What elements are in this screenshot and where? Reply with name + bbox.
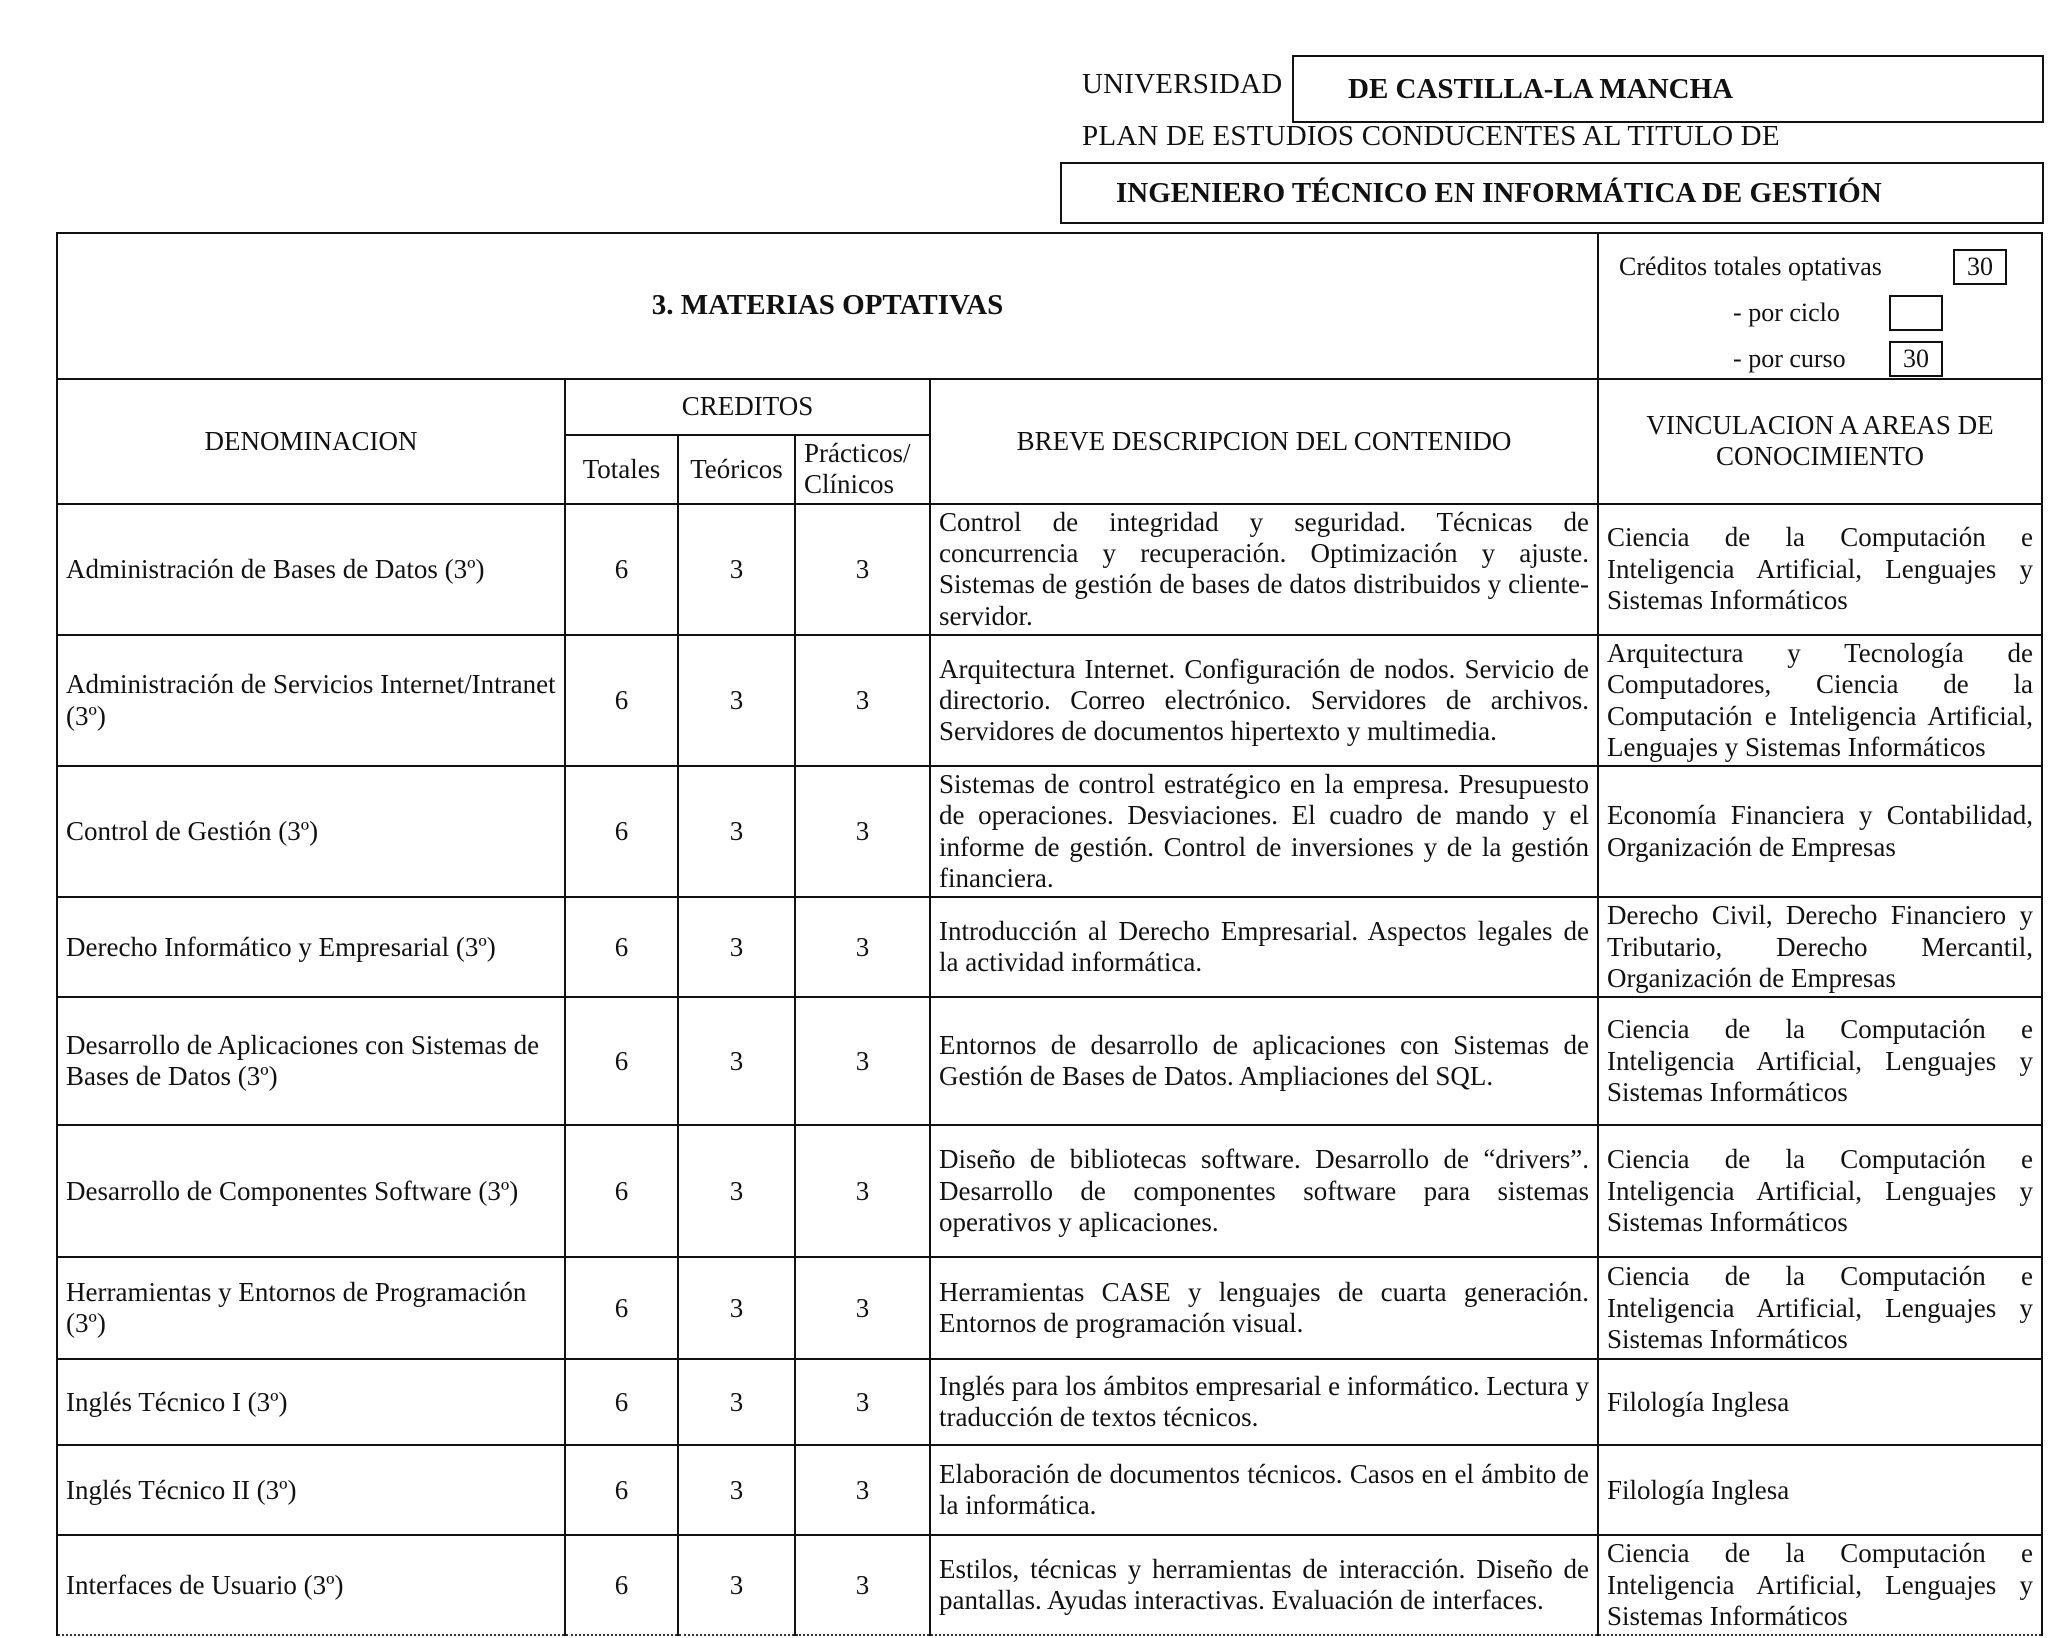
knowledge-areas: Arquitectura y Tecnología de Computadores, Ciencia de la Computación e Inteligencia Artificial, Lenguajes y Sistemas Informáticos: [1598, 635, 2042, 766]
table-row: [57, 1257, 2042, 1359]
credits-teoricos: 3: [678, 635, 795, 766]
col-descripcion: BREVE DESCRIPCION DEL CONTENIDO: [930, 379, 1598, 504]
credits-totales: 6: [565, 1535, 678, 1635]
knowledge-areas: Filología Inglesa: [1598, 1445, 2042, 1535]
knowledge-areas: Ciencia de la Computación e Inteligencia Artificial, Lenguajes y Sistemas Informáticos: [1598, 1125, 2042, 1257]
credits-teoricos: 3: [678, 504, 795, 635]
per-cycle-value: [1889, 295, 1943, 331]
subject-name: Desarrollo de Componentes Software (3º): [57, 1125, 565, 1257]
subject-description: Estilos, técnicas y herramientas de interacción. Diseño de pantallas. Ayudas interactivas. Evaluación de interfaces.: [930, 1535, 1598, 1635]
credits-totales: 6: [565, 1125, 678, 1257]
table-row: [57, 897, 2042, 997]
knowledge-areas: Ciencia de la Computación e Inteligencia Artificial, Lenguajes y Sistemas Informáticos: [1598, 1535, 2042, 1635]
per-course-label: - por curso: [1733, 344, 1846, 373]
credits-practicos: 3: [795, 897, 930, 997]
credits-practicos: 3: [795, 1257, 930, 1359]
knowledge-areas: Ciencia de la Computación e Inteligencia Artificial, Lenguajes y Sistemas Informáticos: [1598, 1257, 2042, 1359]
credits-totales: 6: [565, 1445, 678, 1535]
col-practicos: Prácticos/ Clínicos: [795, 435, 930, 504]
subject-description: Inglés para los ámbitos empresarial e informático. Lectura y traducción de textos técnicos.: [930, 1359, 1598, 1445]
credits-totales: 6: [565, 897, 678, 997]
table-row: [57, 766, 2042, 897]
optional-subjects-table: [56, 232, 2043, 1636]
credits-practicos: 3: [795, 1359, 930, 1445]
knowledge-areas: Derecho Civil, Derecho Financiero y Tributario, Derecho Mercantil, Organización de Empresas: [1598, 897, 2042, 997]
credits-totales: 6: [565, 766, 678, 897]
subject-name: Inglés Técnico II (3º): [57, 1445, 565, 1535]
subject-description: Control de integridad y seguridad. Técnicas de concurrencia y recuperación. Optimización y ajuste. Sistemas de gestión de bases de datos distribuidos y cliente-servidor.: [930, 504, 1598, 635]
col-totales: Totales: [565, 435, 678, 504]
knowledge-areas: Ciencia de la Computación e Inteligencia Artificial, Lenguajes y Sistemas Informáticos: [1598, 504, 2042, 635]
table-row: [57, 997, 2042, 1125]
credits-practicos: 3: [795, 1445, 930, 1535]
credits-teoricos: 3: [678, 897, 795, 997]
table-row: [57, 635, 2042, 766]
subject-description: Herramientas CASE y lenguajes de cuarta generación. Entornos de programación visual.: [930, 1257, 1598, 1359]
credits-practicos: 3: [795, 766, 930, 897]
subject-description: Entornos de desarrollo de aplicaciones con Sistemas de Gestión de Bases de Datos. Ampliaciones del SQL.: [930, 997, 1598, 1125]
credits-teoricos: 3: [678, 1535, 795, 1635]
subject-name: Derecho Informático y Empresarial (3º): [57, 897, 565, 997]
university-name-box: [1292, 55, 2044, 123]
degree-title: INGENIERO TÉCNICO EN INFORMÁTICA DE GESTIÓN: [1116, 176, 1882, 209]
subject-description: Elaboración de documentos técnicos. Casos en el ámbito de la informática.: [930, 1445, 1598, 1535]
subject-name: Administración de Bases de Datos (3º): [57, 504, 565, 635]
credits-practicos: 3: [795, 997, 930, 1125]
credits-total-label: Créditos totales optativas: [1619, 252, 1882, 281]
col-vinculacion: VINCULACION A AREAS DE CONOCIMIENTO: [1598, 379, 2042, 504]
subject-name: Herramientas y Entornos de Programación (3º): [57, 1257, 565, 1359]
credits-teoricos: 3: [678, 1125, 795, 1257]
subject-description: Introducción al Derecho Empresarial. Aspectos legales de la actividad informática.: [930, 897, 1598, 997]
knowledge-areas: Economía Financiera y Contabilidad, Organización de Empresas: [1598, 766, 2042, 897]
col-creditos: CREDITOS: [565, 379, 930, 435]
credits-total-value: 30: [1953, 249, 2007, 285]
credits-practicos: 3: [795, 1535, 930, 1635]
subject-description: Arquitectura Internet. Configuración de nodos. Servicio de directorio. Correo electrónico. Servidores de archivos. Servidores de documentos hipertexto y multimedia.: [930, 635, 1598, 766]
credits-totales: 6: [565, 997, 678, 1125]
credits-practicos: 3: [795, 504, 930, 635]
knowledge-areas: Ciencia de la Computación e Inteligencia Artificial, Lenguajes y Sistemas Informáticos: [1598, 997, 2042, 1125]
credits-totales: 6: [565, 504, 678, 635]
plan-label: PLAN DE ESTUDIOS CONDUCENTES AL TITULO DE: [1082, 120, 1780, 152]
col-denominacion: DENOMINACION: [57, 379, 565, 504]
table-row: [57, 1535, 2042, 1635]
credits-teoricos: 3: [678, 766, 795, 897]
table-row: [57, 1125, 2042, 1257]
table-row: [57, 1359, 2042, 1445]
table-row: [57, 1445, 2042, 1535]
subject-name: Desarrollo de Aplicaciones con Sistemas de Bases de Datos (3º): [57, 997, 565, 1125]
subject-name: Inglés Técnico I (3º): [57, 1359, 565, 1445]
degree-title-box: [1060, 162, 2044, 224]
university-name: DE CASTILLA-LA MANCHA: [1348, 72, 1734, 105]
credits-teoricos: 3: [678, 1359, 795, 1445]
credits-totales: 6: [565, 635, 678, 766]
section-title: 3. MATERIAS OPTATIVAS: [57, 233, 1598, 379]
university-label: UNIVERSIDAD: [1082, 68, 1283, 100]
subject-name: Administración de Servicios Internet/Intranet (3º): [57, 635, 565, 766]
table-row: [57, 504, 2042, 635]
credits-teoricos: 3: [678, 1257, 795, 1359]
per-course-value: 30: [1889, 341, 1943, 377]
subject-name: Control de Gestión (3º): [57, 766, 565, 897]
subjects-body: [57, 504, 2042, 1636]
per-cycle-label: - por ciclo: [1733, 298, 1840, 327]
credits-totales: 6: [565, 1257, 678, 1359]
credits-teoricos: 3: [678, 997, 795, 1125]
credits-practicos: 3: [795, 635, 930, 766]
subject-name: Interfaces de Usuario (3º): [57, 1535, 565, 1635]
credits-summary: [1598, 233, 2042, 379]
col-teoricos: Teóricos: [678, 435, 795, 504]
credits-totales: 6: [565, 1359, 678, 1445]
credits-practicos: 3: [795, 1125, 930, 1257]
subject-description: Sistemas de control estratégico en la empresa. Presupuesto de operaciones. Desviaciones. El cuadro de mando y el informe de gestión. Control de inversiones y de la gestión financiera.: [930, 766, 1598, 897]
credits-teoricos: 3: [678, 1445, 795, 1535]
subject-description: Diseño de bibliotecas software. Desarrollo de “drivers”. Desarrollo de componentes software para sistemas operativos y aplicaciones.: [930, 1125, 1598, 1257]
knowledge-areas: Filología Inglesa: [1598, 1359, 2042, 1445]
